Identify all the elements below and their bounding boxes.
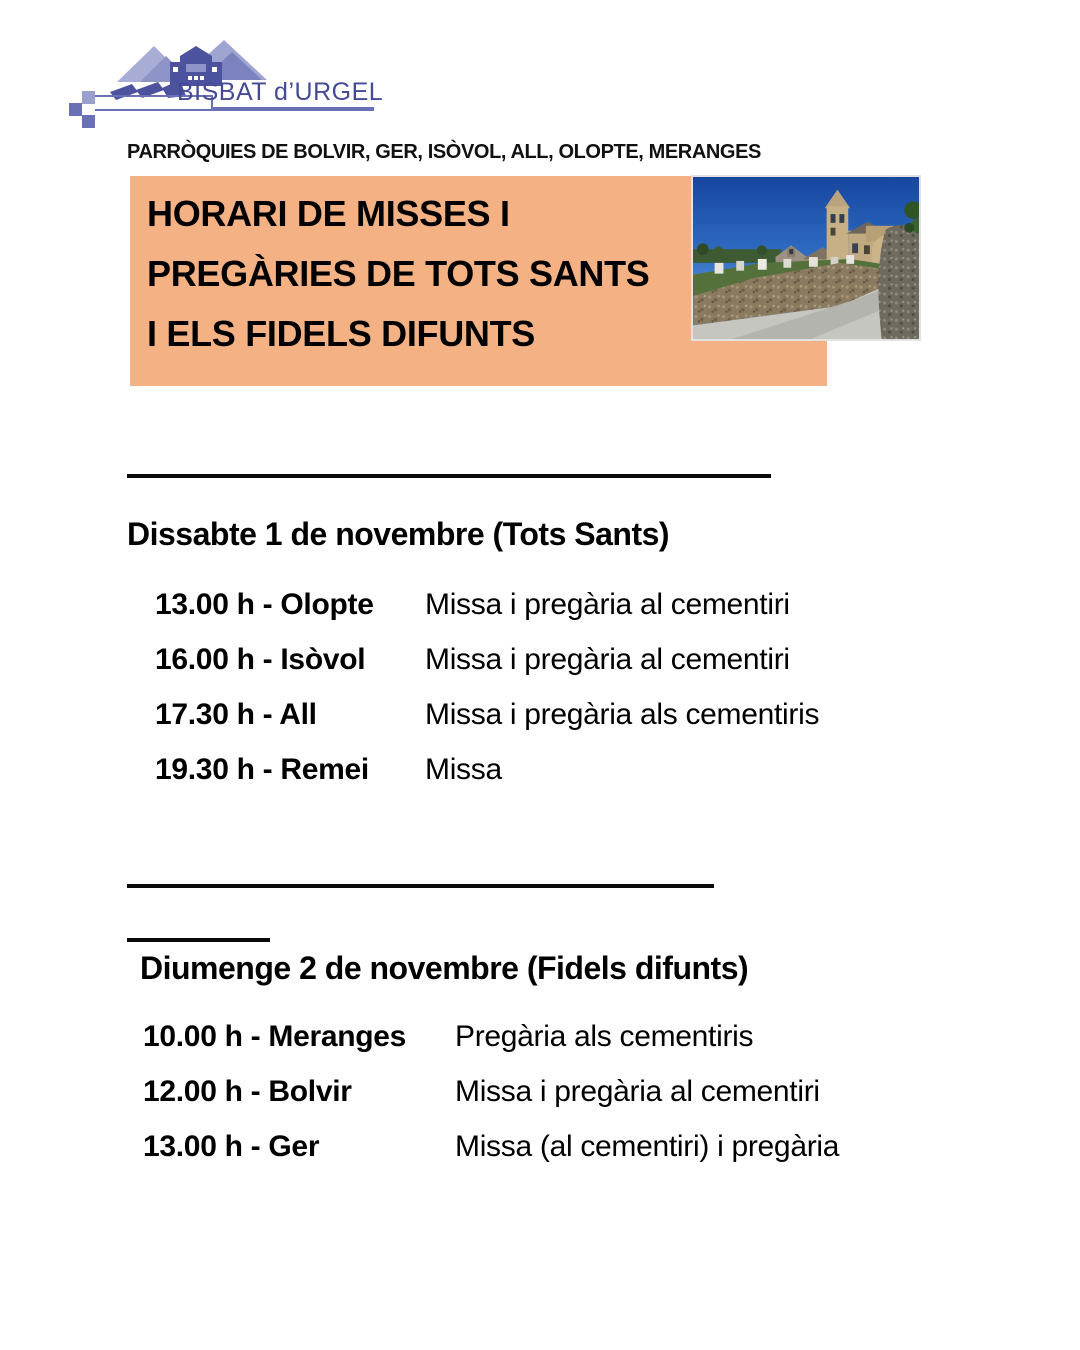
divider-2	[127, 884, 714, 888]
row-description: Missa i pregària al cementiri	[425, 588, 790, 621]
bisbat-durgell-logo	[62, 34, 382, 140]
parishes-line: PARRÒQUIES DE BOLVIR, GER, ISÒVOL, ALL, OLOPTE, MERANGES	[127, 141, 761, 163]
banner-title-line-3: I ELS FIDELS DIFUNTS	[147, 313, 536, 354]
banner-title-line-1: HORARI DE MISSES I	[147, 193, 510, 234]
schedule-row	[155, 698, 819, 732]
section-2-heading: Diumenge 2 de novembre (Fidels difunts)	[140, 950, 749, 986]
time-place: 17.30 h - All	[155, 698, 317, 731]
schedule-row	[143, 1130, 839, 1164]
row-description: Missa i pregària al cementiri	[425, 643, 790, 676]
time-place: 10.00 h - Meranges	[143, 1020, 407, 1053]
schedule-row	[155, 588, 790, 622]
bisbat-logo-icon	[62, 34, 382, 140]
logo-squares-icon	[69, 91, 95, 128]
row-description: Missa i pregària als cementiris	[425, 698, 820, 731]
row-description: Missa	[425, 753, 502, 786]
row-description: Missa i pregària al cementiri	[455, 1075, 820, 1108]
row-description: Missa (al cementiri) i pregària	[455, 1130, 840, 1163]
church-photo	[691, 175, 921, 341]
time-place: 16.00 h - Isòvol	[155, 643, 366, 676]
schedule-row	[143, 1075, 820, 1109]
time-place: 12.00 h - Bolvir	[143, 1075, 352, 1108]
divider-1	[127, 474, 771, 478]
time-place: 13.00 h - Ger	[143, 1130, 320, 1163]
divider-3	[127, 938, 270, 942]
time-place: 19.30 h - Remei	[155, 753, 369, 786]
row-description: Pregària als cementiris	[455, 1020, 754, 1053]
time-place: 13.00 h - Olopte	[155, 588, 374, 621]
banner-title-line-2: PREGÀRIES DE TOTS SANTS	[147, 253, 650, 294]
schedule-row	[155, 643, 790, 677]
schedule-row	[155, 753, 502, 787]
church-photo-illustration	[693, 177, 919, 339]
schedule-row	[143, 1020, 753, 1054]
logo-wordmark: BISBAT d’URGELL	[177, 78, 382, 106]
section-1-heading: Dissabte 1 de novembre (Tots Sants)	[127, 516, 670, 552]
photo-round-tower	[879, 225, 919, 339]
